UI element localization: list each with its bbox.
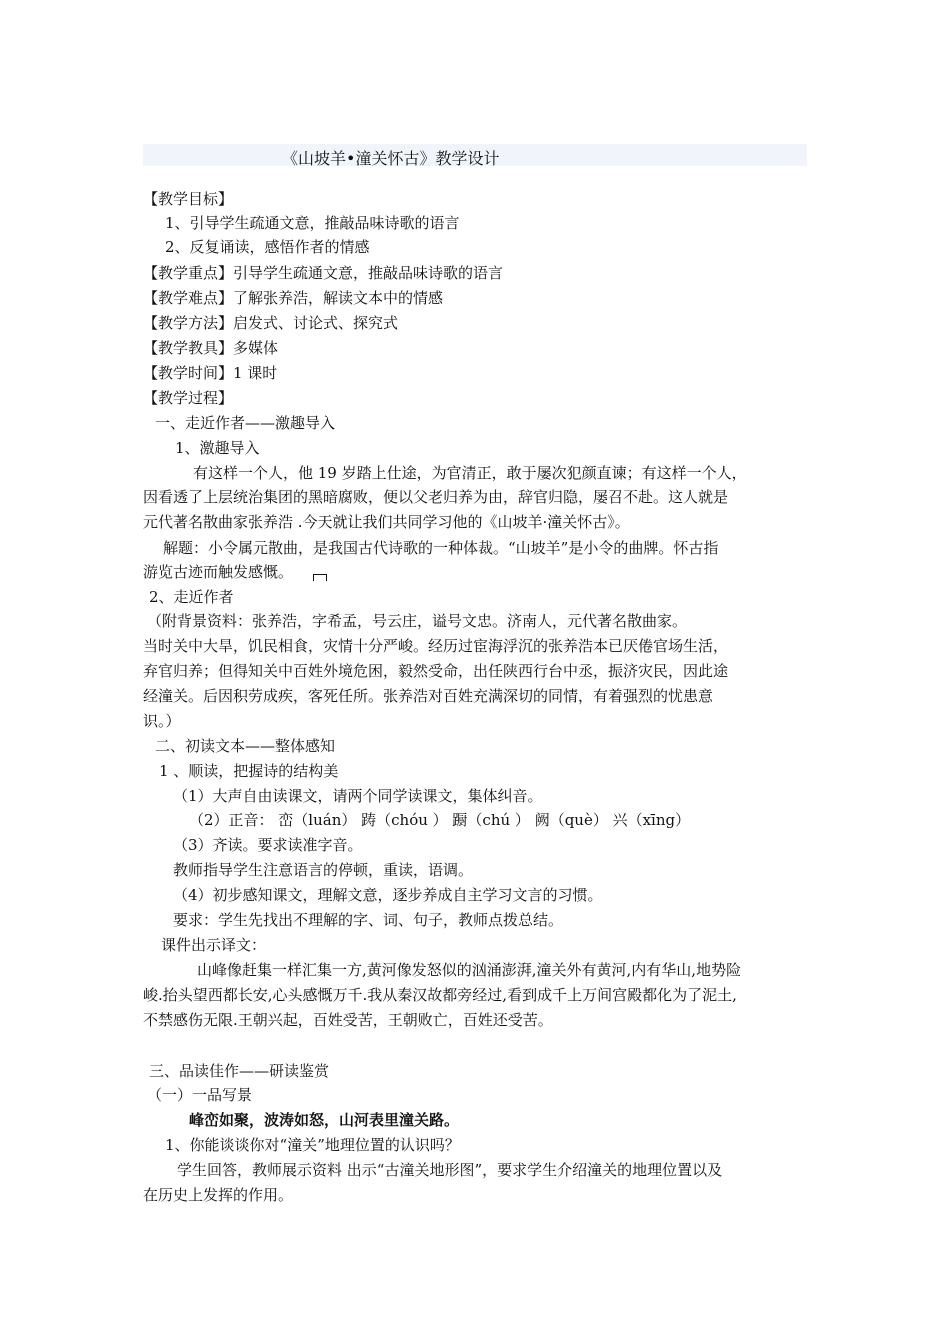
- paragraph-line: 1、激趣导入: [175, 439, 260, 457]
- bracket-mark: [313, 574, 327, 581]
- paragraph-line: （1）大声自由读课文，请两个同学读课文，集体纠音。: [173, 787, 543, 805]
- paragraph-line: （附背景资料：张养浩，字希孟，号云庄，谥号文忠。济南人，元代著名散曲家。: [147, 612, 688, 630]
- paragraph-line: 山峰像赶集一样汇集一方,黄河像发怒似的汹涌澎湃,潼关外有黄河,内有华山,地势险: [197, 961, 742, 979]
- paragraph-line: 要求：学生先找出不理解的字、词、句子，教师点拨总结。: [173, 911, 564, 929]
- paragraph-line: 因看透了上层统治集团的黑暗腐败，便以父老归养为由，辞官归隐，屡召不赴。这人就是: [143, 488, 729, 506]
- paragraph-line: 【教学过程】: [143, 389, 234, 407]
- paragraph-line: 2、走近作者: [149, 588, 234, 606]
- paragraph-line: 1 、顺读，把握诗的结构美: [159, 762, 339, 780]
- paragraph-line: 【教学难点】了解张养浩，解读文本中的情感: [143, 289, 444, 307]
- paragraph-line: 弃官归养；但得知关中百姓外境危困，毅然受命，出任陕西行台中丞，振济灾民，因此途: [143, 662, 729, 680]
- paragraph-line: 1、你能谈谈你对“潼关”地理位置的认识吗？: [165, 1136, 460, 1154]
- paragraph-line: （一）一品写景: [147, 1086, 253, 1104]
- paragraph-line: 识。）: [143, 712, 181, 730]
- paragraph-line: 【教学方法】启发式、讨论式、探究式: [143, 314, 399, 332]
- paragraph-line: 当时关中大旱，饥民相食，灾情十分严峻。经历过宦海浮沉的张养浩本已厌倦官场生活，: [143, 637, 729, 655]
- paragraph-line: 在历史上发挥的作用。: [143, 1186, 294, 1204]
- paragraph-line: 有这样一个人，他 19 岁踏上仕途，为官清正，敢于屡次犯颜直谏；有这样一个人，: [193, 464, 747, 482]
- paragraph-line: 峻.抬头望西都长安,心头感慨万千.我从秦汉故都旁经过,看到成千上万间宫殿都化为了泥土,: [143, 986, 737, 1004]
- paragraph-line: 学生回答，教师展示资料 出示“古潼关地形图”，要求学生介绍潼关的地理位置以及: [177, 1161, 723, 1179]
- paragraph-line: 【教学教具】多媒体: [143, 339, 279, 357]
- section-heading: 二、初读文本——整体感知: [155, 737, 336, 755]
- paragraph-line: 解题：小令属元散曲，是我国古代诗歌的一种体裁。“山坡羊”是小令的曲牌。怀古指: [163, 539, 719, 557]
- quoted-verse: 峰峦如聚，波涛如怒，山河表里潼关路。: [189, 1111, 460, 1129]
- section-heading: 一、走近作者——激趣导入: [155, 414, 336, 432]
- paragraph-line: （2）正音： 峦（luán） 踌（chóu ） 蹰（chú ） 阙（què） 兴（xīng）: [189, 811, 691, 829]
- section-heading: 三、品读佳作——研读鉴赏: [149, 1062, 330, 1080]
- paragraph-line: 2、反复诵读，感悟作者的情感: [165, 238, 370, 256]
- paragraph-line: 不禁感伤无限.王朝兴起，百姓受苦，王朝败亡，百姓还受苦。: [143, 1011, 553, 1029]
- paragraph-line: 【教学时间】1 课时: [143, 364, 278, 382]
- paragraph-line: （4）初步感知课文，理解文意，逐步养成自主学习文言的习惯。: [173, 886, 603, 904]
- paragraph-line: （3）齐读。要求读准字音。: [173, 836, 363, 854]
- paragraph-line: 【教学目标】: [143, 190, 234, 208]
- document-title: 《山坡羊•潼关怀古》教学设计: [282, 149, 500, 168]
- paragraph-line: 1、引导学生疏通文意，推敲品味诗歌的语言: [165, 214, 460, 232]
- paragraph-line: 教师指导学生注意语言的停顿，重读，语调。: [173, 861, 474, 879]
- paragraph-line: 元代著名散曲家张养浩 .今天就让我们共同学习他的《山坡羊·潼关怀古》。: [143, 513, 630, 531]
- paragraph-line: 课件出示译文：: [161, 936, 267, 954]
- paragraph-line: 游览古迹而触发感慨。: [143, 563, 294, 581]
- paragraph-line: 经潼关。后因积劳成疾，客死任所。张养浩对百姓充满深切的同情，有着强烈的忧患意: [143, 687, 714, 705]
- paragraph-line: 【教学重点】引导学生疏通文意，推敲品味诗歌的语言: [143, 264, 504, 282]
